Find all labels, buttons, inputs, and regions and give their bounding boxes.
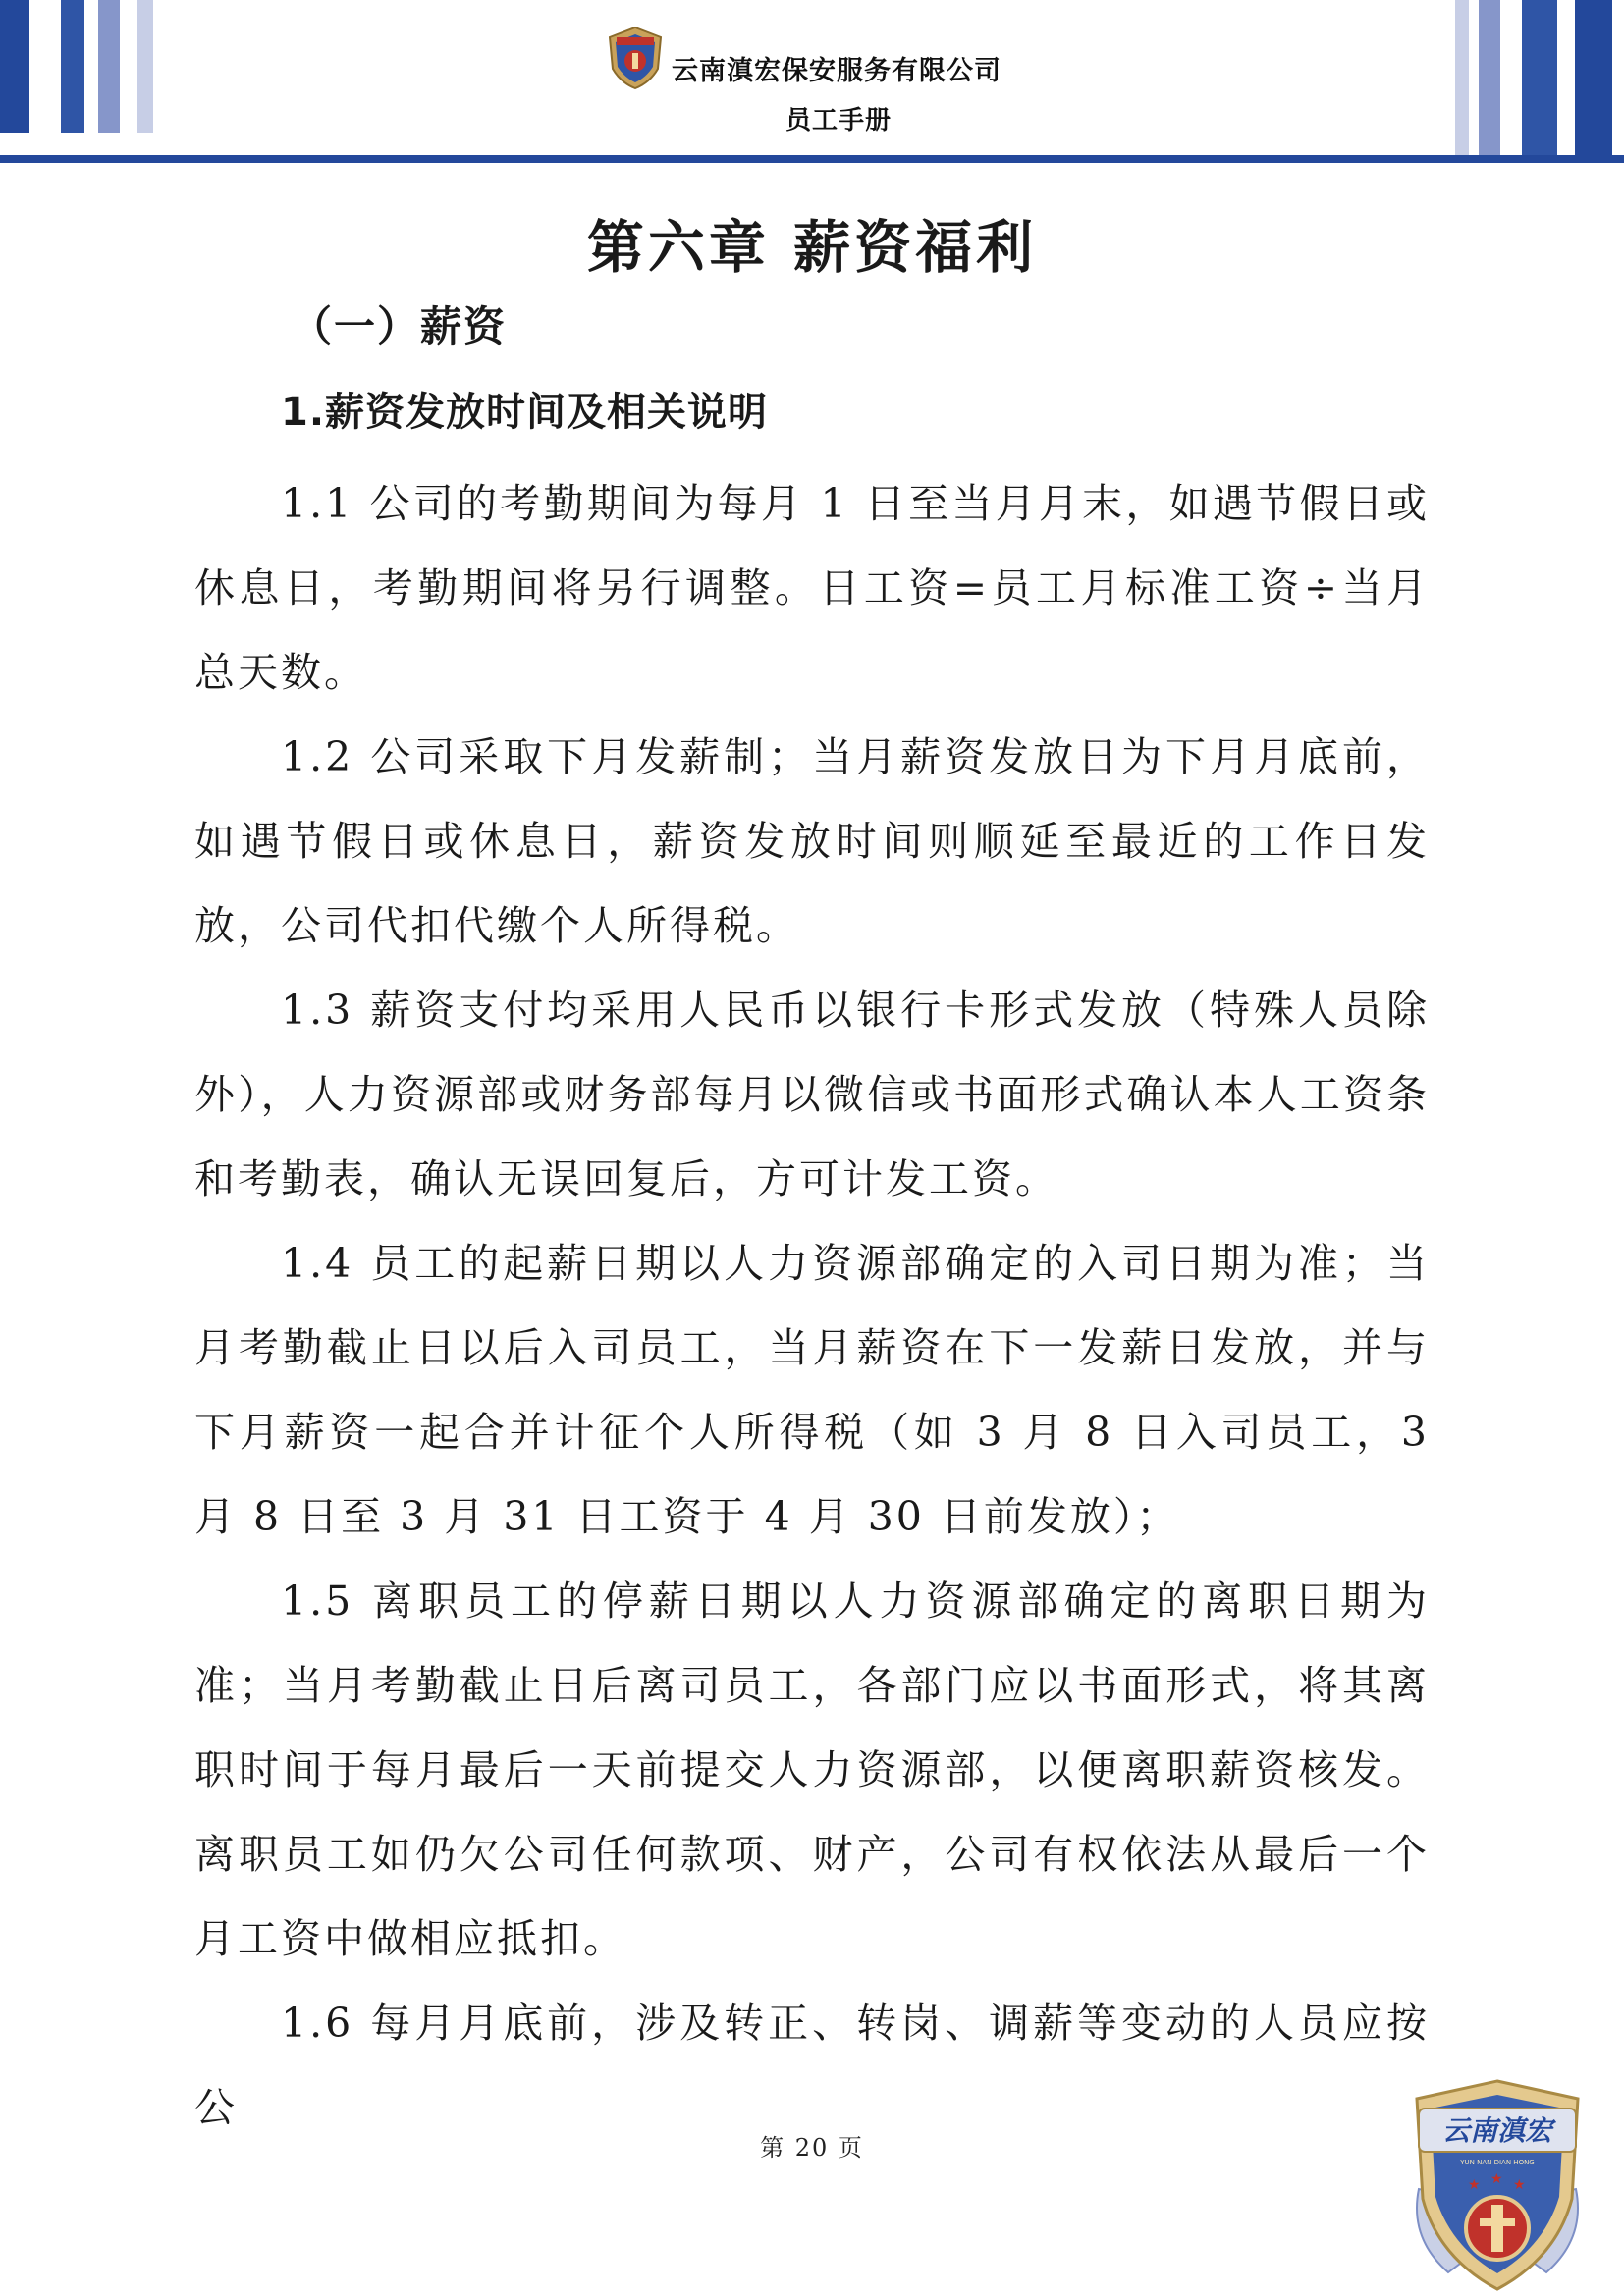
header-brand (589, 22, 1060, 135)
company-shield-logo (607, 26, 664, 90)
header-decor-bars-left (0, 0, 177, 133)
body-text (194, 461, 1430, 2150)
paragraph-1-3: 1.3 薪资支付均采用人民币以银行卡形式发放（特殊人员除外），人力资源部或财务部每月以微信或书面形式确认本人工资条和考勤表，确认无误回复后，方可计发工资。 (194, 987, 1430, 1202)
subsection-title: 1.薪资发放时间及相关说明 (281, 390, 769, 435)
page-number: 第 20 页 (760, 2134, 864, 2162)
svg-text:★: ★ (1468, 2177, 1481, 2193)
header-rule (0, 155, 1624, 163)
paragraph-1-4: 1.4 员工的起薪日期以人力资源部确定的入司日期为准；当月考勤截止日以后入司员工，当月薪资在下一发薪日发放，并与下月薪资一起合并计征个人所得税（如 3 月 8 日入司员工，3 月 8 日至 3 月 31 日工资于 4 月 30 日前发放）； (194, 1240, 1430, 1540)
header-decor-bars-right (1428, 0, 1624, 157)
paragraph-1-6: 1.6 每月月底前，涉及转正、转岗、调薪等变动的人员应按公 (194, 2000, 1430, 2131)
section-title: （一）薪资 (291, 302, 508, 350)
paragraph-1-1: 1.1 公司的考勤期间为每月 1 日至当月月末，如遇节假日或休息日，考勤期间将另行调整。日工资=员工月标准工资÷当月总天数。 (194, 480, 1430, 696)
chapter-title: 第六章 薪资福利 (586, 214, 1038, 281)
svg-text:★: ★ (1490, 2171, 1503, 2187)
paragraph-1-5: 1.5 离职员工的停薪日期以人力资源部确定的离职日期为准；当月考勤截止日后离司员工，各部门应以书面形式，将其离职时间于每月最后一天前提交人力资源部，以便离职薪资核发。离职员工如仍欠公司任何款项、财产，公司有权依法从最后一个月工资中做相应抵扣。 (194, 1577, 1430, 1962)
handbook-title: 员工手册 (785, 106, 893, 135)
badge-text: 云南滇宏 (1441, 2114, 1553, 2147)
company-name: 云南滇宏保安服务有限公司 (672, 56, 1001, 86)
company-badge-watermark (1399, 2071, 1596, 2296)
badge-subtext: YUN NAN DIAN HONG (1460, 2159, 1535, 2166)
paragraph-1-2: 1.2 公司采取下月发薪制；当月薪资发放日为下月月底前，如遇节假日或休息日，薪资发放时间则顺延至最近的工作日发放，公司代扣代缴个人所得税。 (194, 733, 1430, 949)
svg-text:★: ★ (1513, 2177, 1526, 2193)
